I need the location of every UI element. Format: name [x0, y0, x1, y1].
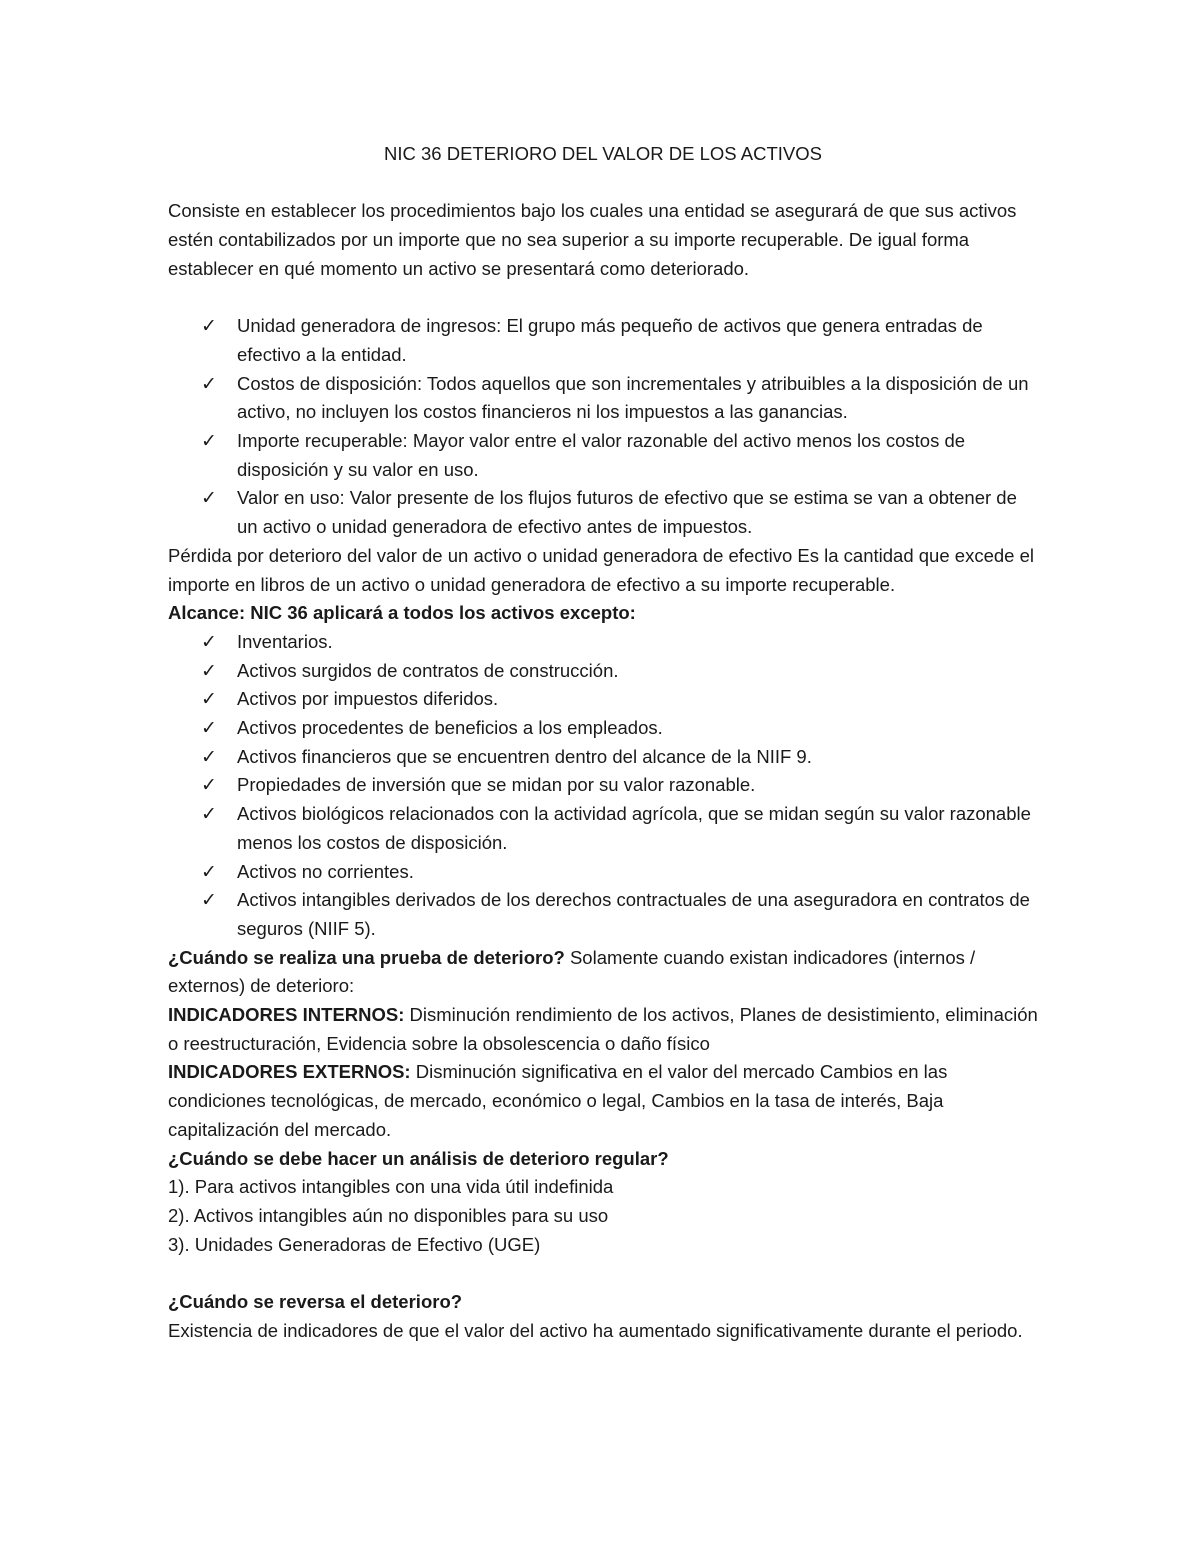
scope-item-text: Propiedades de inversión que se midan por su valor razonable.: [237, 774, 756, 796]
internal-indicators: [168, 1001, 1038, 1058]
reverse-answer: Existencia de indicadores de que el valor del activo ha aumentado significativamente durante el periodo.: [168, 1319, 1023, 1341]
spacer: [168, 1259, 1038, 1288]
regular-item: 1). Para activos intangibles con una vida útil indefinida: [168, 1176, 614, 1198]
check-icon: ✓: [201, 803, 217, 826]
list-item: [201, 858, 1038, 887]
regular-question: ¿Cuándo se debe hacer un análisis de deterioro regular?: [168, 1147, 669, 1169]
check-icon: ✓: [201, 659, 217, 682]
check-icon: ✓: [201, 745, 217, 768]
scope-item-text: Activos surgidos de contratos de construcción.: [237, 659, 619, 681]
list-item: [201, 628, 1038, 657]
check-icon: ✓: [201, 630, 217, 653]
definition-text: Importe recuperable: Mayor valor entre el valor razonable del activo menos los costos de disposición y su valor en uso.: [237, 430, 966, 480]
definition-text: Unidad generadora de ingresos: El grupo más pequeño de activos que genera entradas de efectivo a la entidad.: [237, 315, 983, 365]
list-item: [201, 427, 1038, 484]
scope-item-text: Activos no corrientes.: [237, 860, 414, 882]
list-item: [201, 370, 1038, 427]
check-icon: ✓: [201, 430, 217, 452]
scope-item-text: Activos intangibles derivados de los derechos contractuales de una aseguradora en contratos de seguros (NIIF 5).: [237, 889, 1030, 939]
scope-item-text: Activos procedentes de beneficios a los empleados.: [237, 717, 663, 739]
scope-item-text: Inventarios.: [237, 630, 333, 652]
reverse-question: ¿Cuándo se reversa el deterioro?: [168, 1291, 463, 1313]
scope-list: [168, 628, 1038, 944]
check-icon: ✓: [201, 688, 217, 711]
scope-item-text: Activos biológicos relacionados con la actividad agrícola, que se midan según su valor razonable menos los costos de disposición.: [237, 803, 1031, 853]
document-title: NIC 36 DETERIORO DEL VALOR DE LOS ACTIVOS: [384, 143, 822, 164]
list-item: [201, 714, 1038, 743]
definition-text: Costos de disposición: Todos aquellos que son incrementales y atribuibles a la disposición de un activo, no incluyen los costos financieros ni los impuestos a las ganancias.: [237, 372, 1029, 423]
external-indicators: [168, 1058, 1038, 1144]
check-icon: ✓: [201, 774, 217, 797]
loss-paragraph: Pérdida por deterioro del valor de un activo o unidad generadora de efectivo Es la cantidad que excede el importe en libros de un activo o unidad generadora de efectivo a su importe recuperable.: [168, 544, 1034, 595]
external-text: Disminución significativa en el valor del mercado Cambios en las condiciones tecnológicas, de mercado, económico o legal, Cambios en la tasa de interés, Baja capitalización del mercado.: [168, 1061, 948, 1140]
list-item: [201, 743, 1038, 772]
spacer: [168, 284, 1038, 313]
document-page: [168, 140, 1038, 1345]
check-icon: ✓: [201, 860, 217, 883]
list-item: [201, 685, 1038, 714]
internal-text: Disminución rendimiento de los activos, Planes de desistimiento, eliminación o reestructuración, Evidencia sobre la obsolescencia o daño físico: [168, 1004, 1038, 1054]
check-icon: ✓: [201, 372, 217, 395]
check-icon: ✓: [201, 315, 217, 338]
intro-paragraph: Consiste en establecer los procedimientos bajo los cuales una entidad se asegurará de que sus activos estén contabilizados por un importe que no sea superior a su importe recuperable. De igual forma establecer en qué momento un activo se presentará como deteriorado.: [168, 200, 1017, 279]
scope-heading: Alcance: NIC 36 aplicará a todos los activos excepto:: [168, 602, 636, 624]
test-question: ¿Cuándo se realiza una prueba de deterioro?: [168, 946, 565, 968]
test-answer: Solamente cuando existan indicadores (internos / externos) de deterioro:: [168, 946, 976, 997]
check-icon: ✓: [201, 717, 217, 740]
list-item: [201, 312, 1038, 369]
list-item: [201, 800, 1038, 857]
list-item: [201, 886, 1038, 943]
check-icon: ✓: [201, 487, 217, 510]
scope-item-text: Activos financieros que se encuentren dentro del alcance de la NIIF 9.: [237, 745, 812, 767]
list-item: [201, 484, 1038, 541]
list-item: [201, 771, 1038, 800]
internal-label: INDICADORES INTERNOS:: [168, 1004, 405, 1026]
definitions-list: [168, 312, 1038, 542]
external-label: INDICADORES EXTERNOS:: [168, 1061, 411, 1083]
check-icon: ✓: [201, 889, 217, 912]
test-paragraph: [168, 944, 1038, 1001]
regular-item: 3). Unidades Generadoras de Efectivo (UGE): [168, 1233, 541, 1255]
scope-item-text: Activos por impuestos diferidos.: [237, 688, 499, 710]
definition-text: Valor en uso: Valor presente de los flujos futuros de efectivo que se estima se van a obtener de un activo o unidad generadora de efectivo antes de impuestos.: [237, 487, 1017, 538]
regular-item: 2). Activos intangibles aún no disponibles para su uso: [168, 1204, 609, 1226]
list-item: [201, 657, 1038, 686]
